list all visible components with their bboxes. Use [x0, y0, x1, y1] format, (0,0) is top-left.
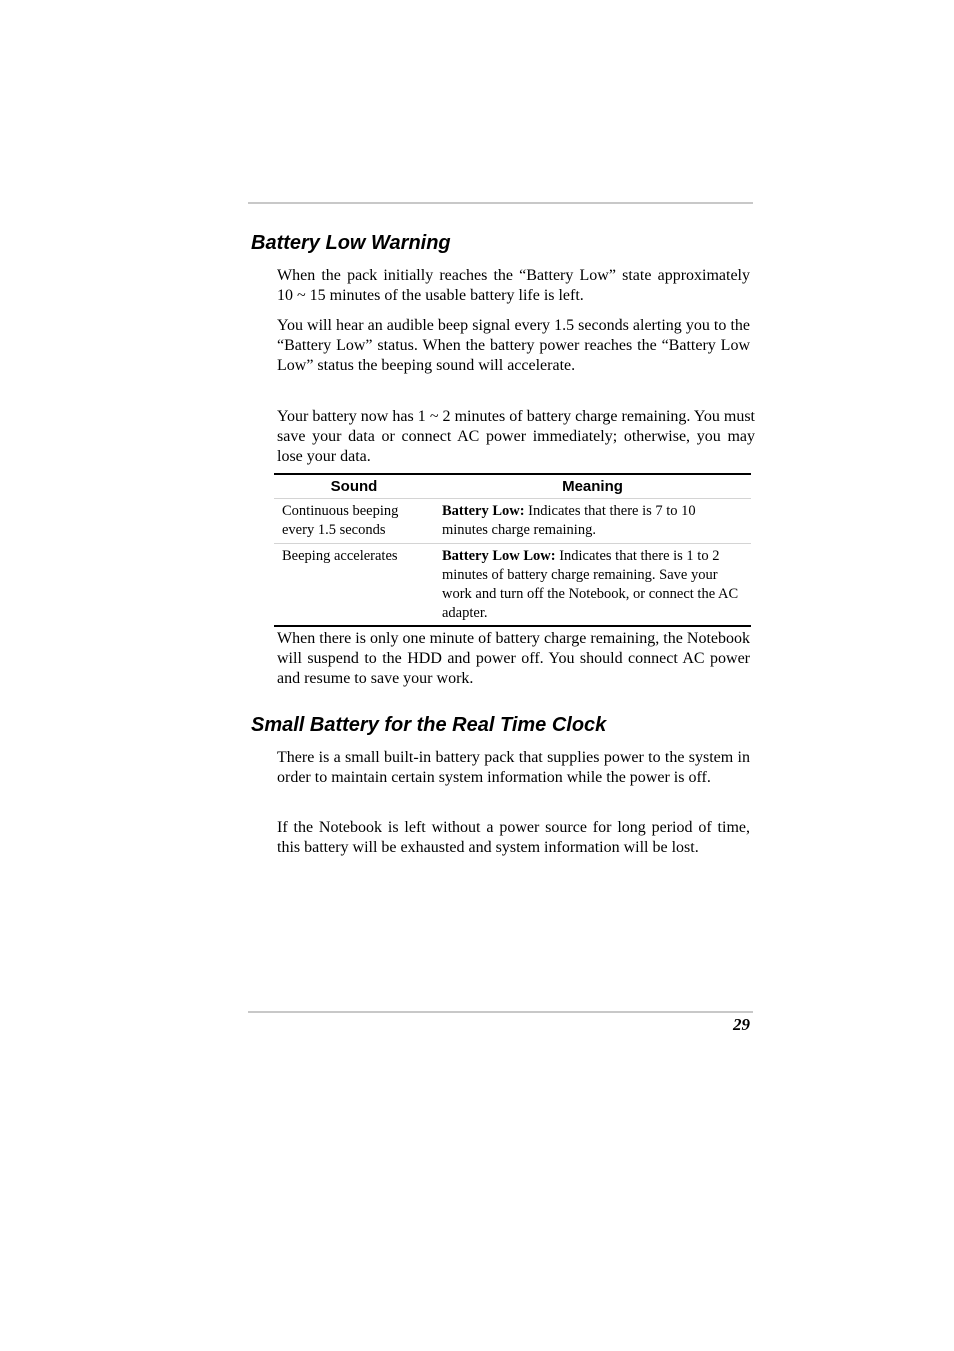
meaning-cell: [434, 544, 751, 626]
paragraph: You will hear an audible beep signal every 1.5 seconds alerting you to the “Battery Low” status. When the battery power reaches the “Battery Low Low” status the beeping sound will accelerate.: [277, 317, 750, 375]
section-heading-battery-low-warning: Battery Low Warning: [251, 232, 451, 254]
paragraph: When the pack initially reaches the “Battery Low” state approximately 10 ~ 15 minutes of the usable battery life is left.: [277, 267, 750, 305]
paragraph: There is a small built-in battery pack that supplies power to the system in order to maintain certain system information while the power is off.: [277, 749, 750, 787]
table-row: [274, 499, 751, 544]
paragraph: Your battery now has 1 ~ 2 minutes of battery charge remaining. You must save your data or connect AC power immediately; otherwise, you may lose your data.: [277, 408, 755, 466]
meaning-term: Battery Low:: [442, 503, 525, 519]
sound-cell: Beeping accelerates: [282, 548, 398, 565]
meaning-term: Battery Low Low:: [442, 548, 556, 565]
battery-sound-table: [274, 473, 751, 627]
paragraph: If the Notebook is left without a power source for long period of time, this battery will be exhausted and system information will be lost.: [277, 819, 750, 857]
header-rule: [248, 202, 753, 204]
table-header-row: [274, 474, 751, 499]
meaning-text: Indicates that there is 1 to 2 minutes of battery charge remaining. Save your work and turn off the Notebook, or connect the AC adapter.: [442, 548, 739, 621]
paragraph: When there is only one minute of battery charge remaining, the Notebook will suspend to the HDD and power off. You should connect AC power and resume to save your work.: [277, 630, 750, 688]
column-header-sound: Sound: [274, 474, 434, 499]
page-number: 29: [733, 1015, 750, 1034]
section-heading-small-battery: Small Battery for the Real Time Clock: [251, 714, 607, 736]
sound-cell: Continuous beeping every 1.5 seconds: [274, 499, 434, 544]
meaning-text: Indicates that there is 7 to 10 minutes charge remaining.: [442, 503, 696, 538]
meaning-cell: [434, 499, 751, 544]
table-row: [274, 544, 751, 626]
column-header-meaning: Meaning: [434, 474, 751, 499]
footer-rule: [248, 1011, 753, 1013]
